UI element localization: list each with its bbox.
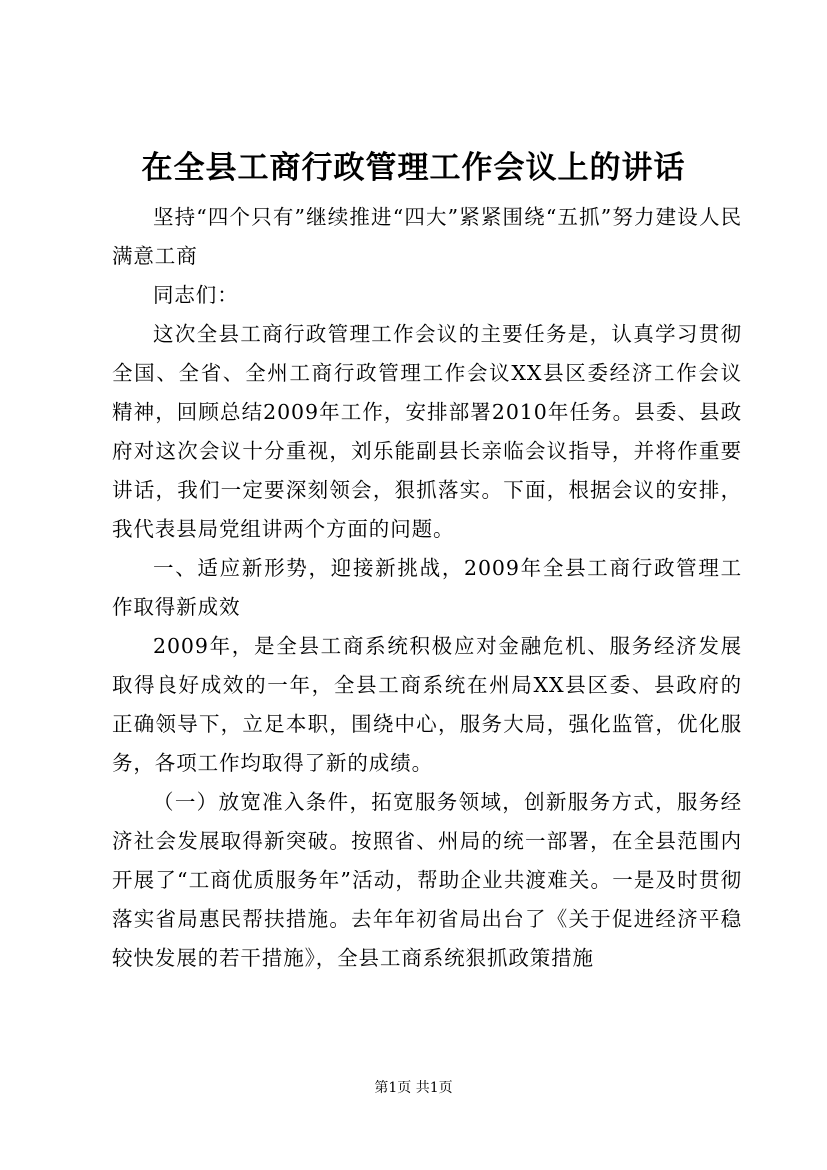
section-heading: 一、适应新形势，迎接新挑战，2009年全县工商行政管理工作取得新成效	[112, 556, 742, 619]
subtitle-paragraph: 坚持“四个只有”继续推进“四大”紧紧围绕“五抓”努力建设人民满意工商	[112, 205, 742, 268]
document-body	[112, 198, 742, 978]
body-paragraph: （一）放宽准入条件，拓宽服务领域，创新服务方式，服务经济社会发展取得新突破。按照省、州局的统一部署，在全县范围内开展了“工商优质服务年”活动，帮助企业共渡难关。一是及时贯彻落实省局惠民帮扶措施。去年年初省局出台了《关于促进经济平稳较快发展的若干措施》，全县工商系统狠抓政策措施	[112, 790, 742, 970]
body-paragraph: 2009年，是全县工商系统积极应对金融危机、服务经济发展取得良好成效的一年，全县工商系统在州局XX县区委、县政府的正确领导下，立足本职，围绕中心，服务大局，强化监管，优化服务，各项工作均取得了新的成绩。	[112, 634, 742, 775]
salutation-paragraph: 同志们：	[153, 283, 239, 307]
body-paragraph: 这次全县工商行政管理工作会议的主要任务是，认真学习贯彻全国、全省、全州工商行政管理工作会议XX县区委经济工作会议精神，回顾总结2009年工作，安排部署2010年任务。县委、县政府对这次会议十分重视，刘乐能副县长亲临会议指导，并将作重要讲话，我们一定要深刻领会，狠抓落实。下面，根据会议的安排，我代表县局党组讲两个方面的问题。	[112, 322, 742, 541]
page-footer: 第1页 共1页	[374, 1080, 453, 1096]
document-title: 在全县工商行政管理工作会议上的讲话	[141, 150, 686, 186]
